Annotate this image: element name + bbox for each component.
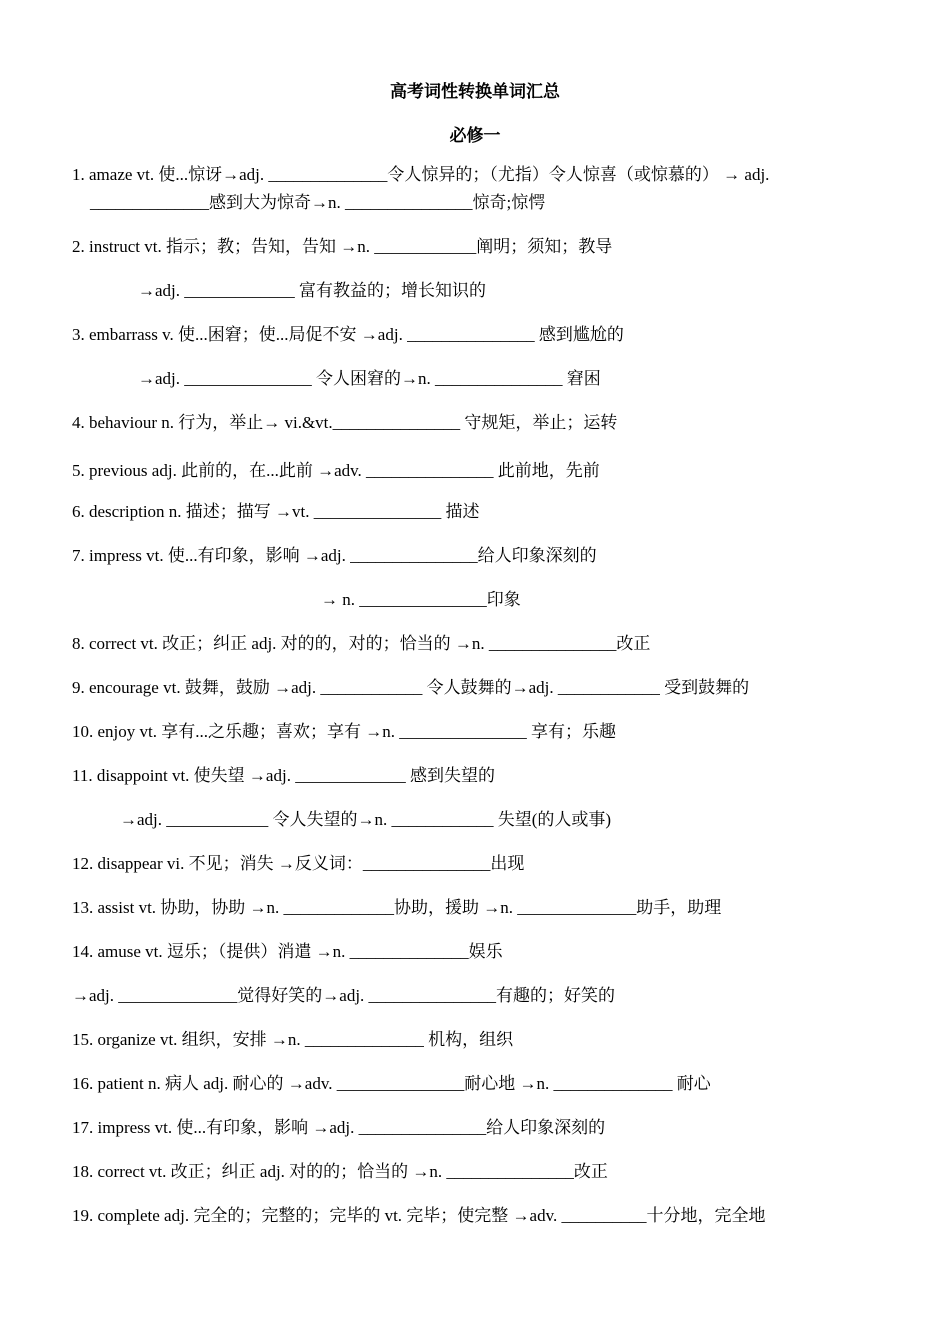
- entry-line: →adj. ____________ 令人失望的→n. ____________ 失望(的人或事): [120, 810, 612, 829]
- entry-line: 14. amuse vt. 逗乐；（提供）消遣 →n. ______________娱乐: [72, 942, 503, 961]
- entry-line: 15. organize vt. 组织，安排 →n. ______________ 机构，组织: [72, 1030, 514, 1049]
- section-title: 必修一: [449, 126, 501, 145]
- entry-line: 5. previous adj. 此前的，在...此前 →adv. _______________ 此前地，先前: [72, 461, 600, 480]
- entry-line: 12. disappear vi. 不见；消失 →反义词：_______________出现: [72, 854, 525, 873]
- entry-line: 6. description n. 描述；描写 →vt. _______________ 描述: [72, 502, 480, 521]
- entry-line: 16. patient n. 病人 adj. 耐心的 →adv. _______________耐心地 →n. ______________ 耐心: [72, 1074, 711, 1093]
- entry-line: →adj. _______________ 令人困窘的→n. _______________ 窘困: [138, 369, 601, 388]
- entry-line: →adj. _____________ 富有教益的；增长知识的: [138, 281, 487, 300]
- entry-line: 3. embarrass v. 使...困窘；使...局促不安 →adj. _______________ 感到尴尬的: [72, 325, 624, 344]
- entry-line: 1. amaze vt. 使...惊讶→adj. ______________令人惊异的；（尤指）令人惊喜（或惊慕的） → adj.: [72, 165, 770, 184]
- entry-line: →adj. ______________觉得好笑的→adj. _______________有趣的；好笑的: [72, 986, 616, 1005]
- entry-line: 10. enjoy vt. 享有...之乐趣；喜欢；享有 →n. _______________ 享有；乐趣: [72, 722, 616, 741]
- entry-line: 8. correct vt. 改正；纠正 adj. 对的的，对的；恰当的 →n. _______________改正: [72, 634, 651, 653]
- entry-line: 17. impress vt. 使...有印象，影响 →adj. _______________给人印象深刻的: [72, 1118, 606, 1137]
- entry-line: 19. complete adj. 完全的；完整的；完毕的 vt. 完毕；使完整 →adv. __________十分地，完全地: [72, 1206, 766, 1225]
- entry-line: 7. impress vt. 使...有印象，影响 →adj. _______________给人印象深刻的: [72, 546, 597, 565]
- entry-line: → n. _______________印象: [321, 590, 521, 609]
- entry-line: 11. disappoint vt. 使失望 →adj. _____________ 感到失望的: [72, 766, 495, 785]
- entry-line: 9. encourage vt. 鼓舞，鼓励 →adj. ____________ 令人鼓舞的→adj. ____________ 受到鼓舞的: [72, 678, 750, 697]
- entry-line: 13. assist vt. 协助，协助 →n. _____________协助，援助 →n. ______________助手，助理: [72, 898, 722, 917]
- document-title: 高考词性转换单词汇总: [390, 82, 560, 101]
- entry-line: ______________感到大为惊奇→n. _______________惊奇;惊愕: [90, 193, 546, 212]
- entry-line: 4. behaviour n. 行为，举止→ vi.&vt._______________ 守规矩，举止；运转: [72, 413, 618, 432]
- entry-line: 18. correct vt. 改正；纠正 adj. 对的的；恰当的 →n. _______________改正: [72, 1162, 608, 1181]
- entry-line: 2. instruct vt. 指示；教；告知，告知 →n. ____________阐明；须知；教导: [72, 237, 613, 256]
